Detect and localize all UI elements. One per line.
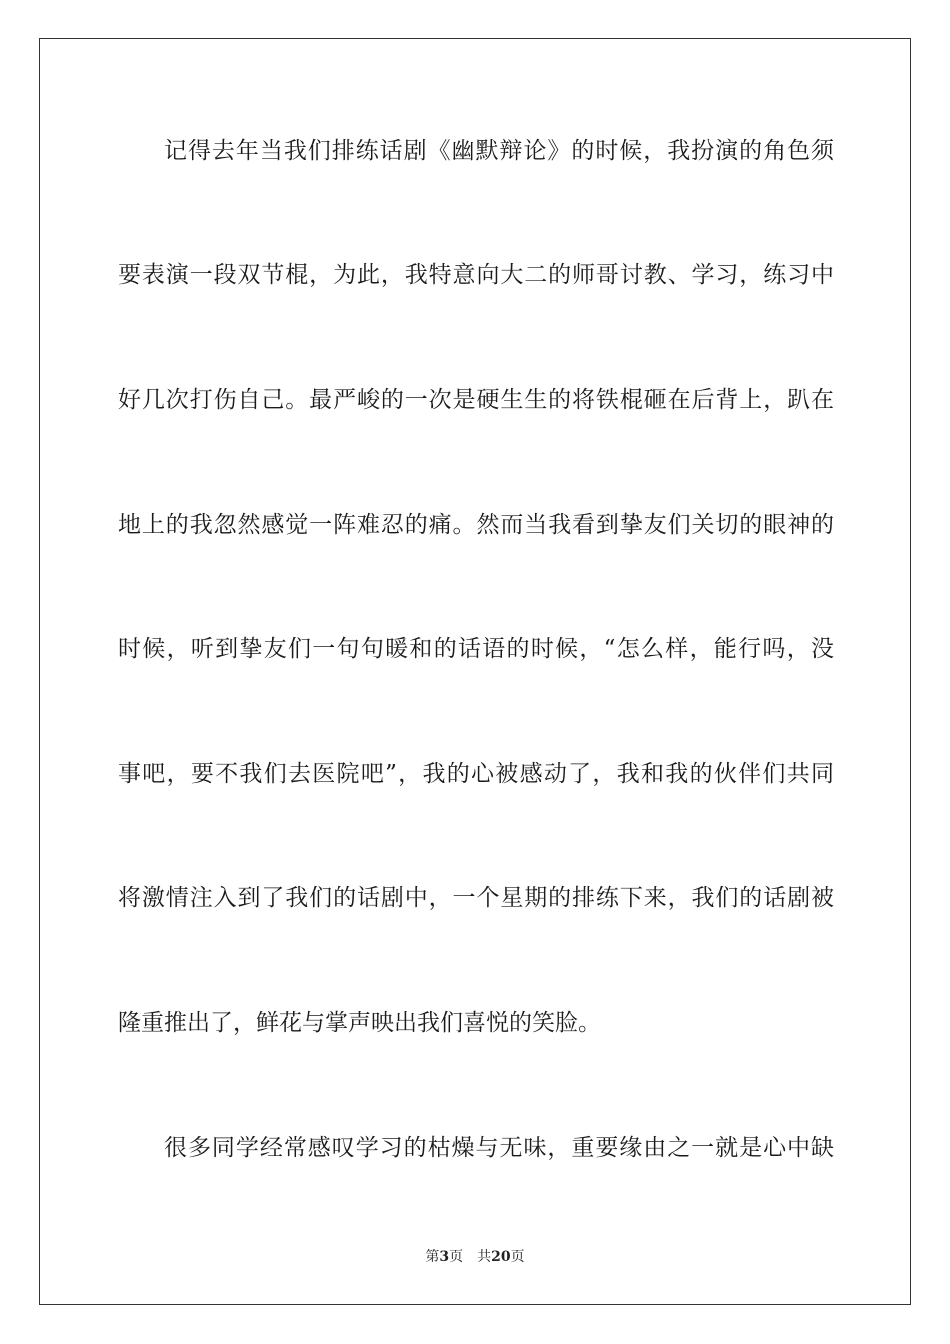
footer-total-pages: 20 <box>491 1249 511 1265</box>
paragraph-1-line-3: 好几次打伤自己。最严峻的一次是硬生生的将铁棍砸在后背上，趴在 <box>118 387 834 413</box>
page-footer <box>0 1247 950 1267</box>
footer-page-number: 3 <box>439 1249 450 1265</box>
paragraph-1-line-5: 时候，听到挚友们一句句暖和的话语的时候，“怎么样，能行吗，没 <box>118 636 834 662</box>
page-border <box>39 38 911 1305</box>
footer-page-prefix: 第 <box>425 1249 440 1265</box>
footer-total-suffix: 页 <box>510 1249 525 1265</box>
paragraph-1-line-4: 地上的我忽然感觉一阵难忍的痛。然而当我看到挚友们关切的眼神的 <box>118 512 834 538</box>
footer-total-prefix: 共 <box>477 1249 492 1265</box>
paragraph-1-line-7: 将激情注入到了我们的话剧中，一个星期的排练下来，我们的话剧被 <box>118 885 834 911</box>
paragraph-1-line-1: 记得去年当我们排练话剧《幽默辩论》的时候，我扮演的角色须 <box>164 138 834 164</box>
paragraph-2-line-1: 很多同学经常感叹学习的枯燥与无味，重要缘由之一就是心中缺 <box>164 1135 834 1161</box>
paragraph-1-line-6: 事吧，要不我们去医院吧”，我的心被感动了，我和我的伙伴们共同 <box>118 761 834 787</box>
paragraph-1-line-2: 要表演一段双节棍，为此，我特意向大二的师哥讨教、学习，练习中 <box>118 262 834 288</box>
footer-page-suffix: 页 <box>449 1249 464 1265</box>
paragraph-1-line-8: 隆重推出了，鲜花与掌声映出我们喜悦的笑脸。 <box>118 1010 601 1036</box>
